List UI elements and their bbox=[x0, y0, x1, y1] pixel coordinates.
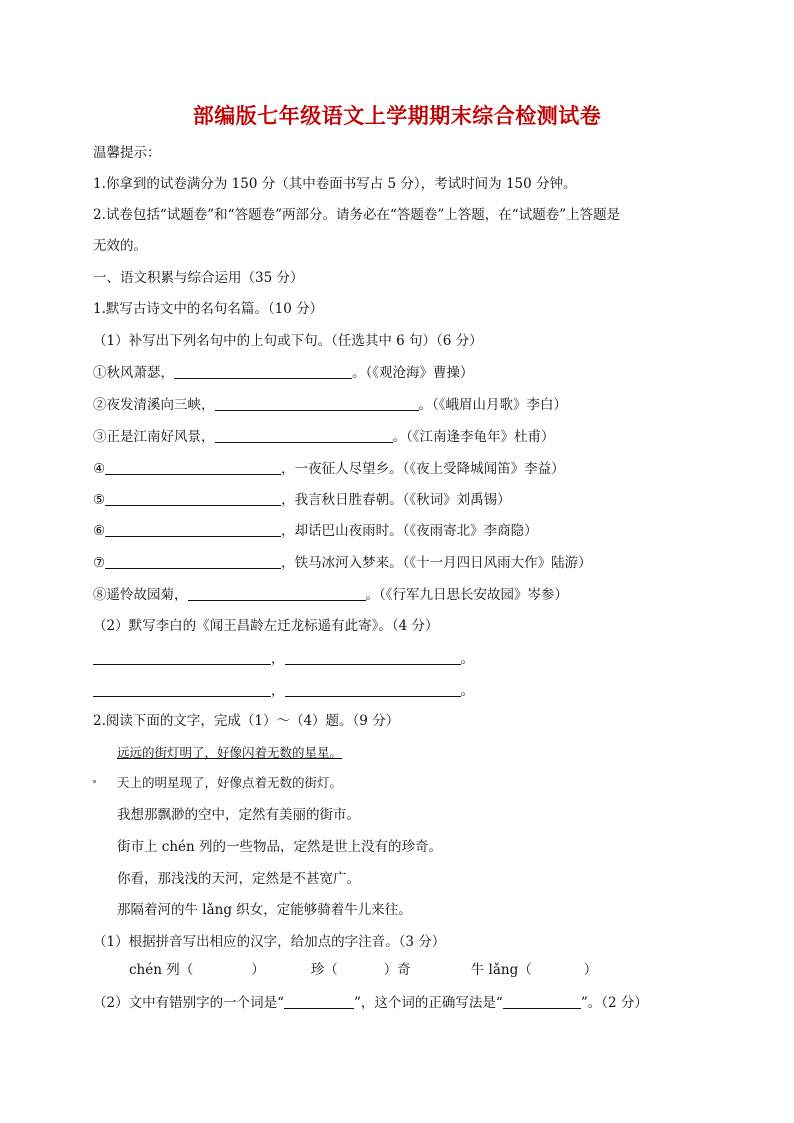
poem-line-7: ⑦ ，铁马冰河入梦来。（《十一月四日风雨大作》陆游） bbox=[93, 555, 592, 571]
answer-blank[interactable] bbox=[105, 460, 281, 475]
passage-line-6: 那隔着河的牛 lǎng 织女，定能够骑着牛儿来往。 bbox=[117, 902, 412, 918]
question-2-1: （1）根据拼音写出相应的汉字，给加点的字注音。（3 分） bbox=[93, 934, 446, 950]
answer-blank[interactable] bbox=[215, 396, 419, 411]
answer-blank[interactable] bbox=[93, 650, 271, 665]
pinyin-row: chén 列（ ） 珍（ ）奇 牛 lǎng（ ） bbox=[129, 962, 598, 978]
question-1-1: （1）补写出下列名句中的上句或下句。（任选其中 6 句）（6 分） bbox=[93, 333, 483, 349]
passage-line-2: 天上的明星现了，好像点着无数的街灯。 bbox=[117, 775, 343, 790]
answer-blank[interactable] bbox=[285, 650, 461, 665]
passage-line-3: 我想那飘渺的空中，定然有美丽的街市。 bbox=[117, 807, 360, 823]
answer-blank[interactable] bbox=[188, 586, 366, 601]
answer-blank[interactable] bbox=[503, 994, 581, 1009]
answer-blank[interactable] bbox=[215, 428, 393, 443]
answer-blank[interactable] bbox=[174, 364, 352, 379]
poem-line-2: ②夜发清溪向三峡， 。（《峨眉山月歌》李白） bbox=[93, 397, 567, 413]
poem-line-3: ③正是江南好风景， 。（《江南逢李龟年》杜甫） bbox=[93, 429, 555, 445]
poem-line-4: ④ ，一夜征人尽望乡。（《夜上受降城闻笛》李益） bbox=[93, 461, 565, 477]
tip-2: 2.试卷包括“试题卷”和“答题卷”两部分。请务必在“答题卷”上答题，在“试题卷”上答题是 bbox=[93, 207, 621, 223]
passage-line-1: 远远的街灯明了，好像闪着无数的星星。 bbox=[117, 745, 343, 760]
tips-heading: 温馨提示： bbox=[93, 145, 161, 161]
answer-blank[interactable] bbox=[285, 682, 461, 697]
margin-mark bbox=[93, 780, 96, 783]
question-2: 2.阅读下面的文字，完成（1）～（4）题。（9 分） bbox=[93, 713, 400, 729]
poem-line-5: ⑤ ，我言秋日胜春朝。（《秋词》刘禹锡） bbox=[93, 492, 511, 508]
passage-line-5: 你看，那浅浅的天河，定然是不甚宽广。 bbox=[117, 871, 360, 887]
question-1: 1.默写古诗文中的名句名篇。（10 分） bbox=[93, 301, 324, 317]
answer-blank[interactable] bbox=[105, 554, 281, 569]
section-1-heading: 一、语文积累与综合运用（35 分） bbox=[93, 270, 304, 286]
recite-line-2: ， 。 bbox=[93, 681, 474, 701]
poem-line-1: ①秋风萧瑟， 。（《观沧海》曹操） bbox=[93, 365, 474, 381]
tip-1: 1.你拿到的试卷满分为 150 分（其中卷面书写占 5 分），考试时间为 150 分钟。 bbox=[93, 176, 577, 192]
answer-blank[interactable] bbox=[105, 522, 281, 537]
page-title: 部编版七年级语文上学期期末综合检测试卷 bbox=[192, 104, 602, 128]
passage-line-4: 街市上 chén 列的一些物品，定然是世上没有的珍奇。 bbox=[117, 839, 443, 855]
question-1-2: （2）默写李白的《闻王昌龄左迁龙标遥有此寄》。（4 分） bbox=[93, 618, 439, 634]
tip-2-cont: 无效的。 bbox=[93, 238, 147, 254]
answer-blank[interactable] bbox=[284, 994, 354, 1009]
answer-blank[interactable] bbox=[93, 682, 271, 697]
question-2-2: （2）文中有错别字的一个词是“ ”，这个词的正确写法是“ ”。（2 分） bbox=[93, 995, 648, 1011]
recite-line-1: ， 。 bbox=[93, 649, 474, 669]
poem-line-8: ⑧遥怜故园菊， 。（《行军九日思长安故园》岑参） bbox=[93, 587, 568, 603]
answer-blank[interactable] bbox=[105, 491, 281, 506]
poem-line-6: ⑥ ，却话巴山夜雨时。（《夜雨寄北》李商隐） bbox=[93, 523, 538, 539]
